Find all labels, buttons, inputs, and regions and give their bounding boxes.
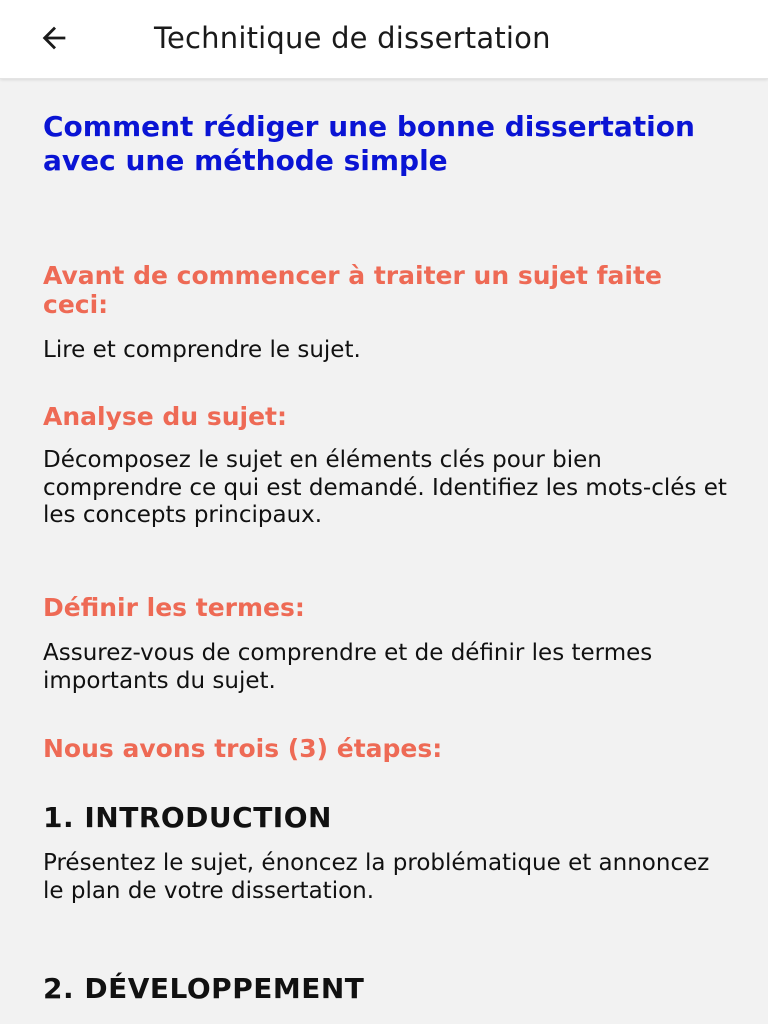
section-text-before-start: Lire et comprendre le sujet. — [43, 337, 361, 363]
arrow-left-icon — [37, 21, 71, 55]
section-text-analysis: Décomposez le sujet en éléments clés pour bien comprendre ce qui est demandé. Identifiez les mots-clés et les concepts principaux. — [43, 447, 727, 528]
article-title: Comment rédiger une bonne dissertation avec une méthode simple — [43, 110, 695, 177]
step-heading-development: 2. DÉVELOPPEMENT — [43, 972, 365, 1005]
section-text-define-terms: Assurez-vous de comprendre et de définir les termes importants du sujet. — [43, 640, 653, 694]
section-heading-define-terms: Définir les termes: — [43, 593, 305, 622]
app-bar-title: Technitique de dissertation — [154, 21, 551, 55]
section-heading-analysis: Analyse du sujet: — [43, 402, 287, 431]
app-bar — [0, 0, 768, 79]
step-text-introduction: Présentez le sujet, énoncez la problématique et annoncez le plan de votre dissertation. — [43, 850, 710, 904]
step-heading-introduction: 1. INTRODUCTION — [43, 801, 332, 834]
article-content[interactable] — [0, 79, 768, 1024]
section-heading-three-steps: Nous avons trois (3) étapes: — [43, 734, 443, 763]
back-button[interactable] — [30, 14, 78, 62]
section-heading-before-start: Avant de commencer à traiter un sujet faite ceci: — [43, 261, 662, 319]
